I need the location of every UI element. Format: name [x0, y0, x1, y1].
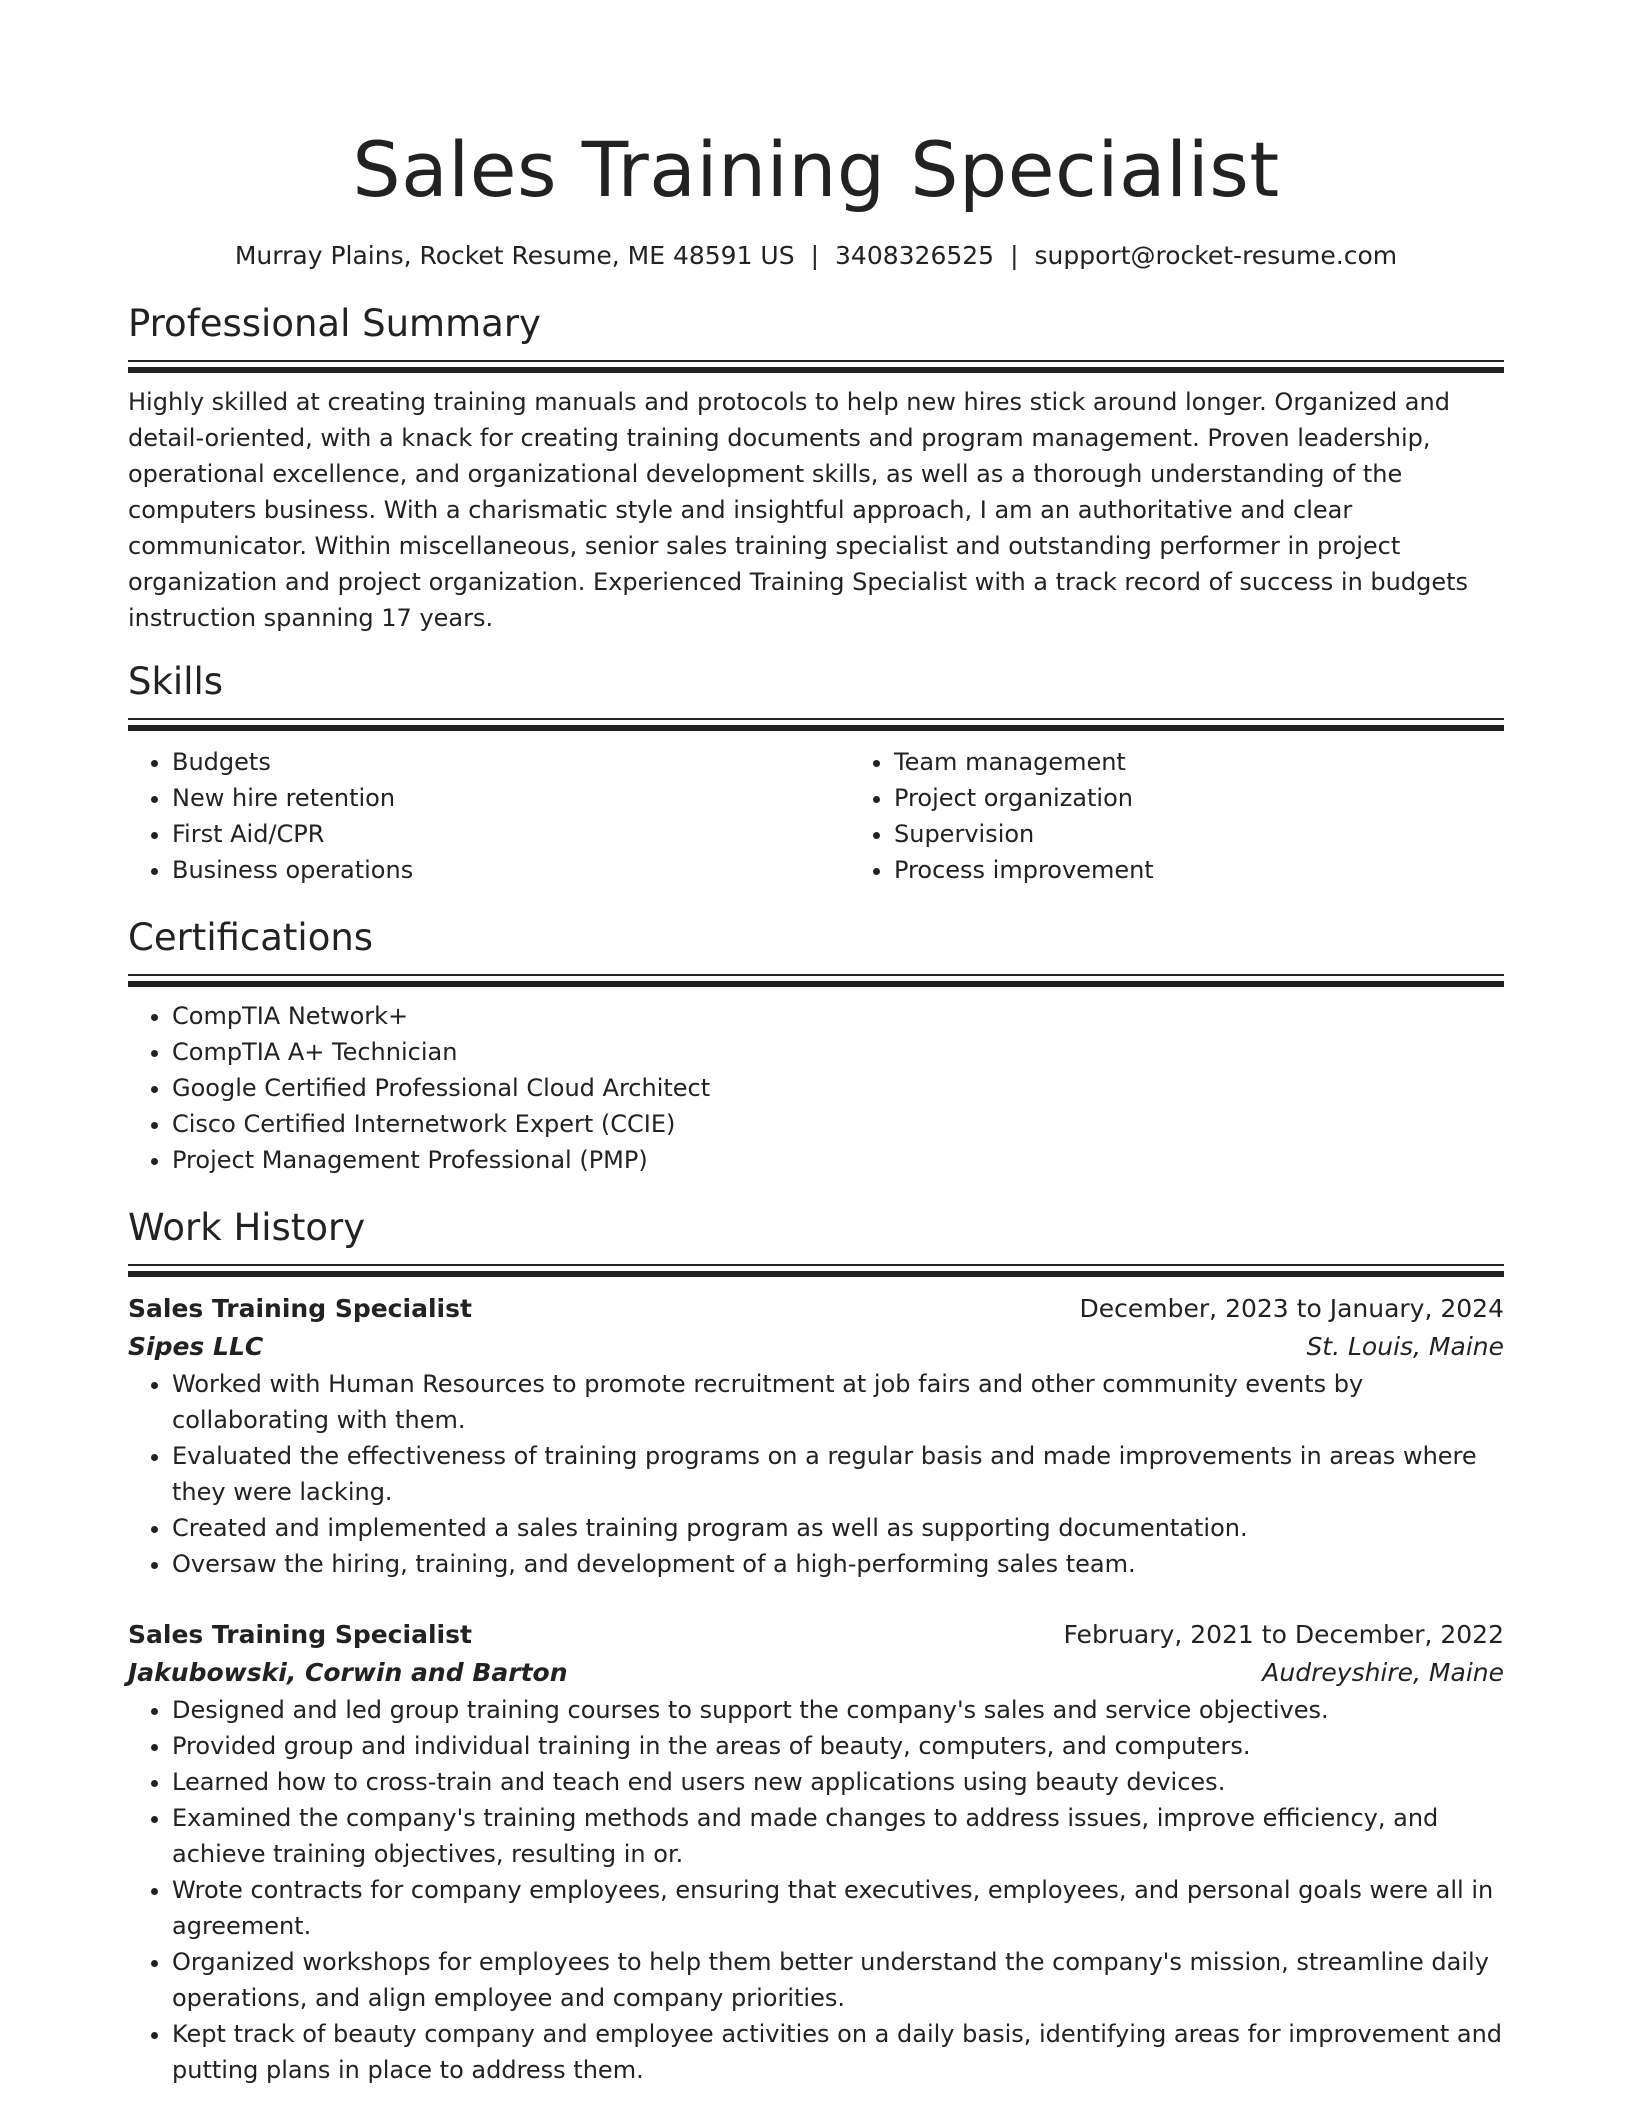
- section-divider: [128, 1264, 1504, 1276]
- job-company: Jakubowski, Corwin and Barton: [128, 1658, 568, 1687]
- skill-item: • Team management: [894, 744, 1572, 780]
- contact-email: support@rocket-resume.com: [1034, 241, 1398, 270]
- resume-name: Sales Training Specialist: [352, 125, 1280, 214]
- job-entry: [128, 1616, 1504, 2088]
- contact-address: Murray Plains, Rocket Resume, ME 48591 US: [234, 241, 795, 270]
- job-dates: February, 2021 to December, 2022: [1063, 1620, 1504, 1649]
- job-location: St. Louis, Maine: [1306, 1332, 1504, 1361]
- certification-item: • CompTIA Network+: [172, 998, 1504, 1034]
- skill-item: • Budgets: [172, 744, 850, 780]
- skills-section: [128, 658, 1504, 888]
- skills-grid: [128, 744, 1504, 888]
- certification-item: • CompTIA A+ Technician: [172, 1034, 1504, 1070]
- contact-phone: 3408326525: [835, 241, 995, 270]
- job-subheader-row: [128, 1654, 1504, 1692]
- job-bullet: • Designed and led group training courses to support the company's sales and service objectives.: [172, 1692, 1504, 1728]
- job-header-row: [128, 1616, 1504, 1654]
- section-divider: [128, 974, 1504, 986]
- skill-item: • Process improvement: [894, 852, 1572, 888]
- job-title: Sales Training Specialist: [128, 1294, 472, 1323]
- resume-page: [128, 0, 1504, 2088]
- summary-section: [128, 300, 1504, 636]
- job-bullet: • Provided group and individual training in the areas of beauty, computers, and computers.: [172, 1728, 1504, 1764]
- skill-item: • Supervision: [894, 816, 1572, 852]
- certifications-list: [128, 998, 1504, 1178]
- job-bullet: • Evaluated the effectiveness of training programs on a regular basis and made improvements in areas where they were lacking.: [172, 1438, 1504, 1510]
- job-bullet: • Worked with Human Resources to promote recruitment at job fairs and other community events by collaborating with them.: [172, 1366, 1504, 1438]
- certification-item: • Google Certified Professional Cloud Architect: [172, 1070, 1504, 1106]
- job-bullet: • Wrote contracts for company employees, ensuring that executives, employees, and personal goals were all in agreement.: [172, 1872, 1504, 1944]
- job-title: Sales Training Specialist: [128, 1620, 472, 1649]
- job-header-row: [128, 1290, 1504, 1328]
- skills-list-right: [850, 744, 1572, 888]
- contact-separator: |: [810, 241, 820, 270]
- contact-line: [128, 238, 1504, 274]
- skills-list-left: [128, 744, 850, 888]
- job-company: Sipes LLC: [128, 1332, 264, 1361]
- contact-separator: |: [1010, 241, 1019, 270]
- job-entry: [128, 1290, 1504, 1582]
- skill-item: • Business operations: [172, 852, 850, 888]
- section-title-certifications: Certifications: [128, 916, 374, 959]
- job-bullets: [128, 1692, 1504, 2088]
- section-divider: [128, 360, 1504, 372]
- job-bullet: • Organized workshops for employees to help them better understand the company's mission, streamline daily operations, and align employee and company priorities.: [172, 1944, 1504, 2016]
- section-title-summary: Professional Summary: [128, 302, 541, 345]
- skill-item: • New hire retention: [172, 780, 850, 816]
- job-bullets: [128, 1366, 1504, 1582]
- skill-item: • First Aid/CPR: [172, 816, 850, 852]
- work-history-section: [128, 1204, 1504, 2088]
- certifications-section: [128, 914, 1504, 1178]
- job-subheader-row: [128, 1328, 1504, 1366]
- section-title-work-history: Work History: [128, 1206, 366, 1249]
- certification-item: • Cisco Certified Internetwork Expert (CCIE): [172, 1106, 1504, 1142]
- skill-item: • Project organization: [894, 780, 1572, 816]
- job-bullet: • Examined the company's training methods and made changes to address issues, improve efficiency, and achieve training objectives, resulting in or.: [172, 1800, 1504, 1872]
- job-location: Audreyshire, Maine: [1262, 1658, 1504, 1687]
- job-bullet: • Kept track of beauty company and employee activities on a daily basis, identifying areas for improvement and putting plans in place to address them.: [172, 2016, 1504, 2088]
- certification-item: • Project Management Professional (PMP): [172, 1142, 1504, 1178]
- summary-text: Highly skilled at creating training manuals and protocols to help new hires stick around longer. Organized and detail-oriented, with a knack for creating training documents and program management. Proven leadership, operational excellence, and organizational development skills, as well as a thorough understanding of the computers business. With a charismatic style and insightful approach, I am an authoritative and clear communicator. Within miscellaneous, senior sales training specialist and outstanding performer in project organization and project organization. Experienced Training Specialist with a track record of success in budgets instruction spanning 17 years.: [128, 388, 1469, 632]
- job-bullet: • Created and implemented a sales training program as well as supporting documentation.: [172, 1510, 1504, 1546]
- job-bullet: • Oversaw the hiring, training, and development of a high-performing sales team.: [172, 1546, 1504, 1582]
- section-divider: [128, 718, 1504, 730]
- section-title-skills: Skills: [128, 660, 224, 703]
- job-bullet: • Learned how to cross-train and teach end users new applications using beauty devices.: [172, 1764, 1504, 1800]
- job-dates: December, 2023 to January, 2024: [1079, 1294, 1504, 1323]
